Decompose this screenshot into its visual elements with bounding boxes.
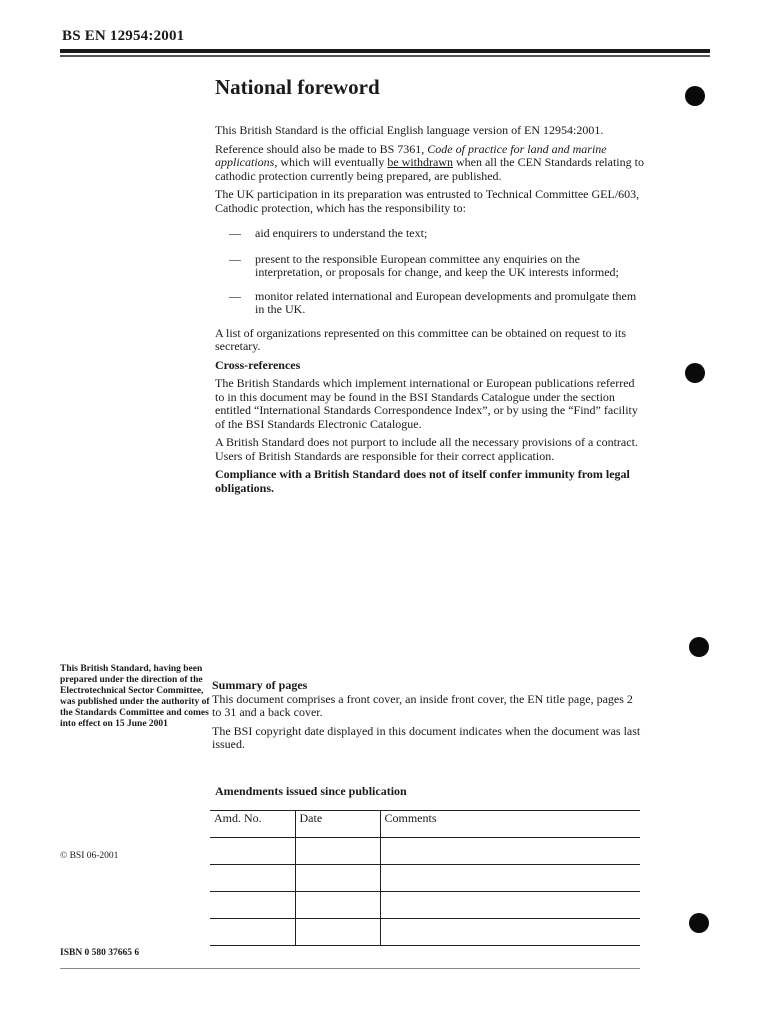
table-cell [295, 892, 380, 919]
binding-hole-4 [689, 913, 709, 933]
reference-text-b: , which will eventually [274, 155, 388, 169]
list-dash: — [229, 226, 241, 240]
footer-rule [60, 968, 640, 969]
paragraph-official-version: This British Standard is the official English language version of EN 12954:2001. [215, 123, 604, 137]
table-cell [210, 865, 295, 892]
summary-text: This document comprises a front cover, an inside front cover, the EN title page, pages 2 to 31 and a back cover. [212, 691, 633, 719]
column-date: Date [295, 811, 380, 838]
binding-hole-2 [685, 363, 705, 383]
amendments-table [210, 810, 640, 946]
list-item [215, 290, 645, 317]
copyright-notice: © BSI 06-2001 [60, 851, 119, 861]
table-cell [295, 865, 380, 892]
paragraph-organizations: A list of organizations represented on this committee can be obtained on request to its secretary. [215, 325, 627, 353]
table-cell [380, 838, 640, 865]
page-title: National foreword [215, 75, 380, 99]
table-row [210, 919, 640, 946]
summary-heading: Summary of pages [212, 678, 308, 692]
column-amd-no: Amd. No. [210, 811, 295, 838]
side-note-publication: This British Standard, having been prepared under the direction of the Electrotechnical Sector Committee, was published under the authority of the Standards Committee and comes into effect on 15 June 2001 [60, 664, 210, 729]
list-item-text: aid enquirers to understand the text; [255, 226, 428, 240]
document-code: BS EN 12954:2001 [62, 28, 185, 44]
paragraph-compliance: Compliance with a British Standard does not of itself confer immunity from legal obligations. [215, 467, 630, 495]
summary-section [212, 679, 642, 757]
column-comments: Comments [380, 811, 640, 838]
paragraph-contract: A British Standard does not purport to include all the necessary provisions of a contract. Users of British Standards are responsible for their correct application. [215, 435, 638, 463]
table-cell [380, 865, 640, 892]
reference-text-c: when all the CEN Standards relating to cathodic protection currently being prepared, are published. [215, 155, 644, 183]
header-rule-thick [60, 49, 710, 53]
amendments-heading: Amendments issued since publication [215, 784, 407, 798]
isbn-number: ISBN 0 580 37665 6 [60, 948, 140, 958]
table-header-row [210, 811, 640, 838]
table-cell [295, 919, 380, 946]
binding-hole-1 [685, 86, 705, 106]
table-cell [210, 919, 295, 946]
table-cell [380, 919, 640, 946]
list-item [215, 253, 645, 280]
paragraph-cross-references: The British Standards which implement international or European publications referred to in this document may be found in the BSI Standards Catalogue under the section entitled “International Standards Correspondence Index”, or by using the “Find” facility of the BSI Standards Electronic Catalogue. [215, 376, 638, 431]
reference-title-italic: Code of practice for land and marine applications [215, 141, 607, 169]
table-row [210, 865, 640, 892]
header-rule-thin [60, 55, 710, 57]
list-dash: — [229, 251, 241, 266]
summary-copyright-note: The BSI copyright date displayed in this document indicates when the document was last issued. [212, 723, 641, 751]
list-item-text: present to the responsible European committee any enquiries on the interpretation, or proposals for change, and keep the UK interests informed; [255, 251, 619, 279]
paragraph-reference [215, 143, 645, 184]
list-item-text: monitor related international and European developments and promulgate them in the UK. [255, 288, 637, 316]
reference-underlined: be withdrawn [387, 155, 453, 169]
table-cell [210, 838, 295, 865]
table-row [210, 892, 640, 919]
list-item [215, 227, 645, 241]
foreword-body [215, 124, 645, 500]
paragraph-uk-participation: The UK participation in its preparation was entrusted to Technical Committee GEL/603, Cathodic protection, which has the responsibility to: [215, 187, 640, 215]
table-cell [380, 892, 640, 919]
table-cell [295, 838, 380, 865]
cross-references-heading: Cross-references [215, 357, 301, 372]
reference-text-a: Reference should also be made to BS 7361, [215, 141, 428, 156]
table-row [210, 838, 640, 865]
list-dash: — [229, 288, 241, 303]
binding-hole-3 [689, 637, 709, 657]
responsibility-list [215, 227, 645, 317]
table-cell [210, 892, 295, 919]
